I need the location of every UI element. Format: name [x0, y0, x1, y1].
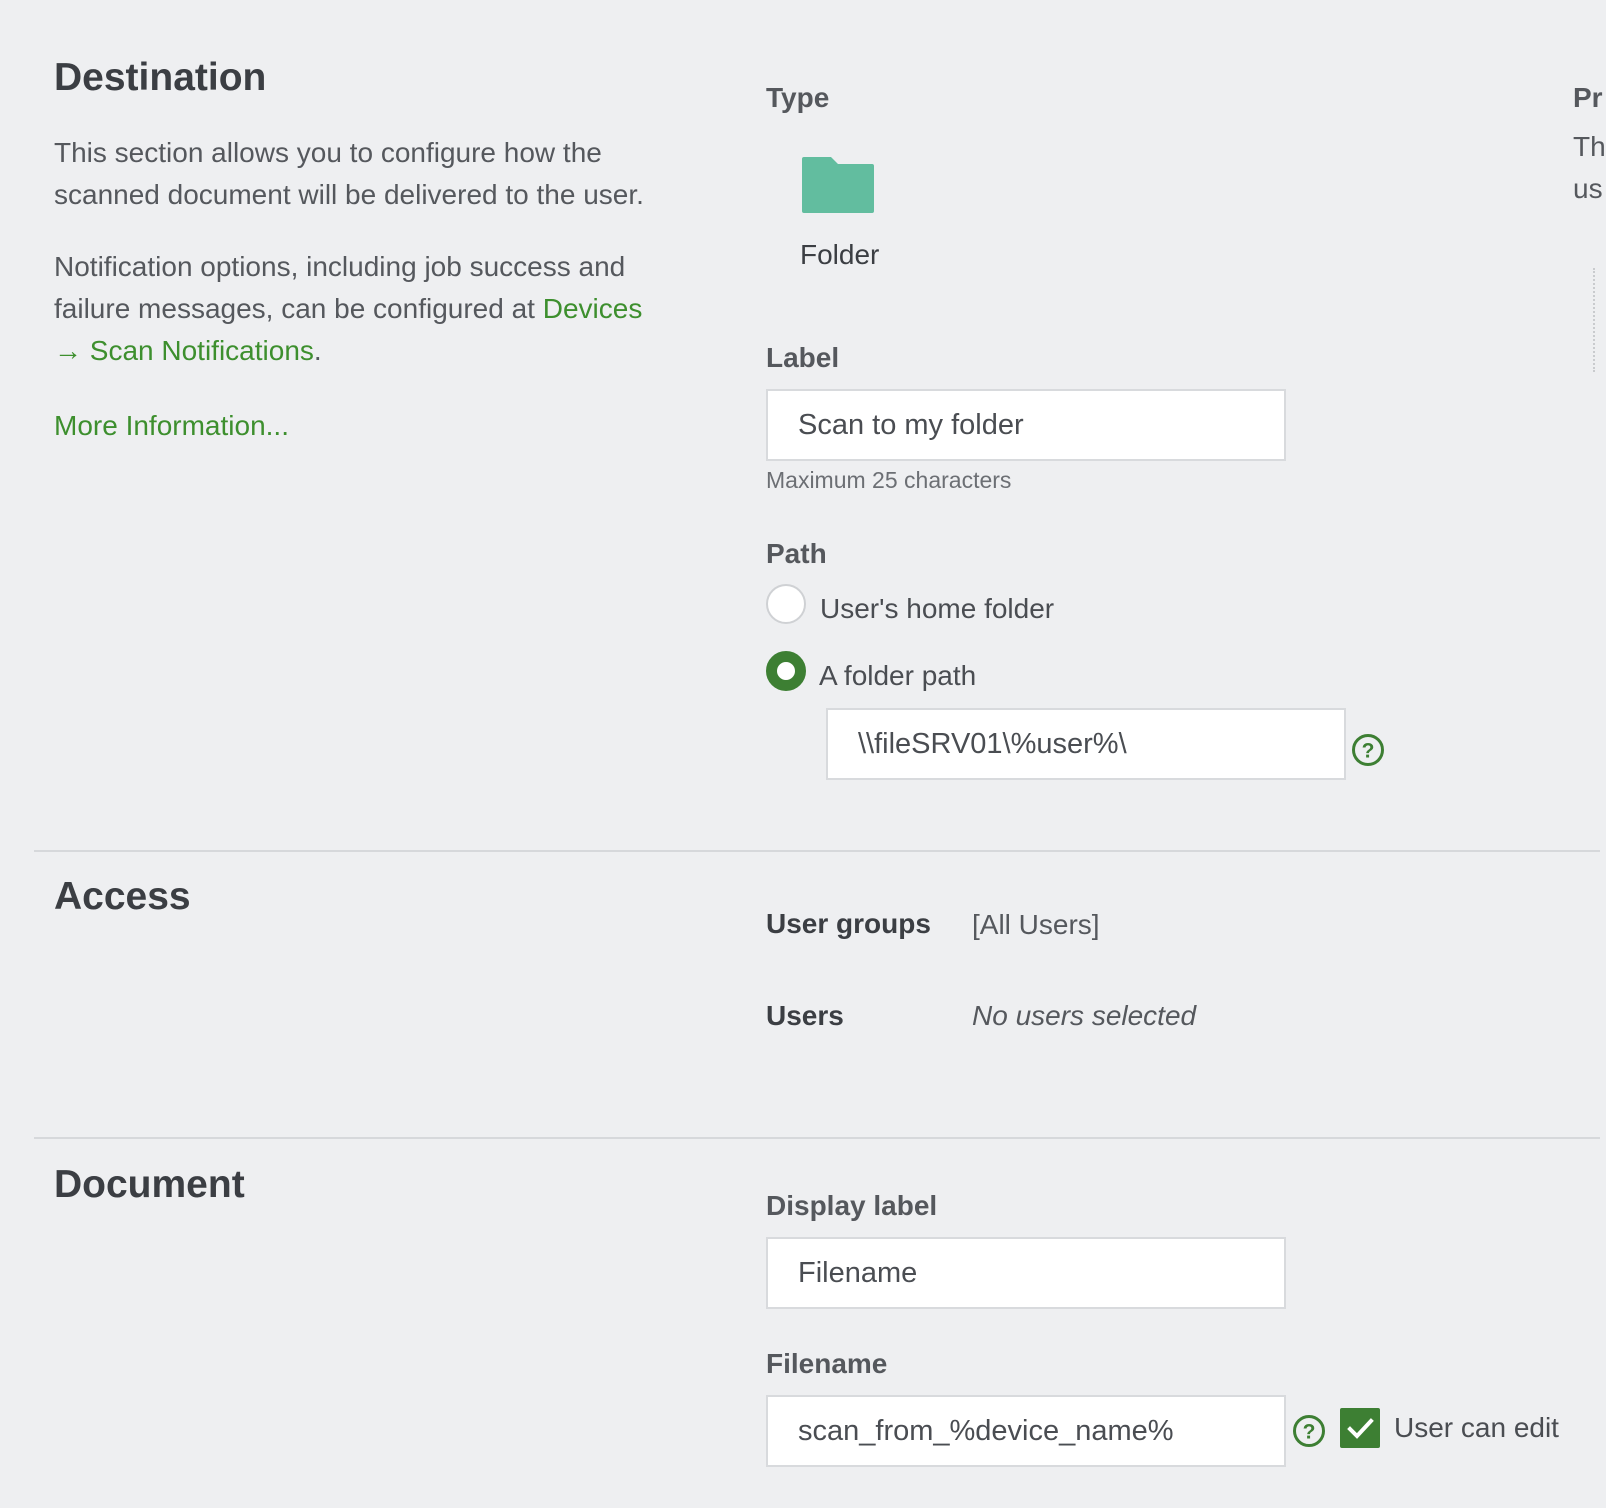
right-panel-text-line2: us	[1573, 173, 1603, 204]
label-field-label: Label	[766, 342, 840, 373]
svg-text:?: ?	[1361, 739, 1375, 763]
section-divider-document	[34, 1137, 1600, 1139]
destination-description-text: This section allows you to configure how the scanned document will be delivered to the user.	[54, 137, 644, 210]
access-title: Access	[54, 875, 191, 918]
user-groups-value[interactable]: [All Users]	[972, 909, 1100, 940]
user-can-edit-label[interactable]: User can edit	[1394, 1412, 1559, 1443]
folder-icon	[801, 156, 875, 214]
path-label: Path	[766, 538, 827, 569]
scan-notifications-link[interactable]: Devices → Scan Notifications	[54, 293, 643, 366]
notification-text-body: Notification options, including job success and failure messages, can be configured at	[54, 251, 626, 324]
radio-folder-path-label[interactable]: A folder path	[819, 660, 977, 691]
filename-label: Filename	[766, 1348, 888, 1379]
radio-home-folder-label[interactable]: User's home folder	[820, 593, 1055, 624]
right-panel-text-line1: Th	[1573, 131, 1606, 162]
display-label-label: Display label	[766, 1190, 938, 1221]
document-title: Document	[54, 1163, 245, 1206]
right-panel-title: Pr	[1573, 82, 1603, 113]
user-can-edit-checkbox[interactable]	[1340, 1408, 1380, 1448]
type-folder-option[interactable]	[770, 150, 910, 290]
filename-input[interactable]	[766, 1395, 1286, 1467]
more-information-link[interactable]: More Information...	[54, 410, 289, 441]
label-hint: Maximum 25 characters	[766, 467, 1012, 493]
folder-path-input[interactable]	[826, 708, 1346, 780]
user-groups-label: User groups	[766, 908, 931, 939]
label-input[interactable]	[766, 389, 1286, 461]
users-value: No users selected	[972, 1000, 1197, 1031]
section-divider-access	[34, 850, 1600, 852]
destination-title: Destination	[54, 56, 267, 99]
type-label: Type	[766, 82, 830, 113]
filename-help-icon[interactable]	[1292, 1414, 1326, 1448]
checkmark-icon	[1340, 1408, 1380, 1448]
destination-description	[54, 132, 674, 372]
svg-text:?: ?	[1302, 1420, 1316, 1444]
notification-text	[54, 246, 674, 372]
notification-text-end: .	[313, 335, 322, 366]
radio-folder-path[interactable]	[766, 651, 806, 691]
right-panel-border	[1593, 268, 1595, 372]
radio-home-folder[interactable]	[766, 584, 806, 624]
type-folder-label: Folder	[800, 239, 880, 270]
path-help-icon[interactable]	[1351, 733, 1385, 767]
users-label: Users	[766, 1000, 844, 1031]
display-label-input[interactable]	[766, 1237, 1286, 1309]
